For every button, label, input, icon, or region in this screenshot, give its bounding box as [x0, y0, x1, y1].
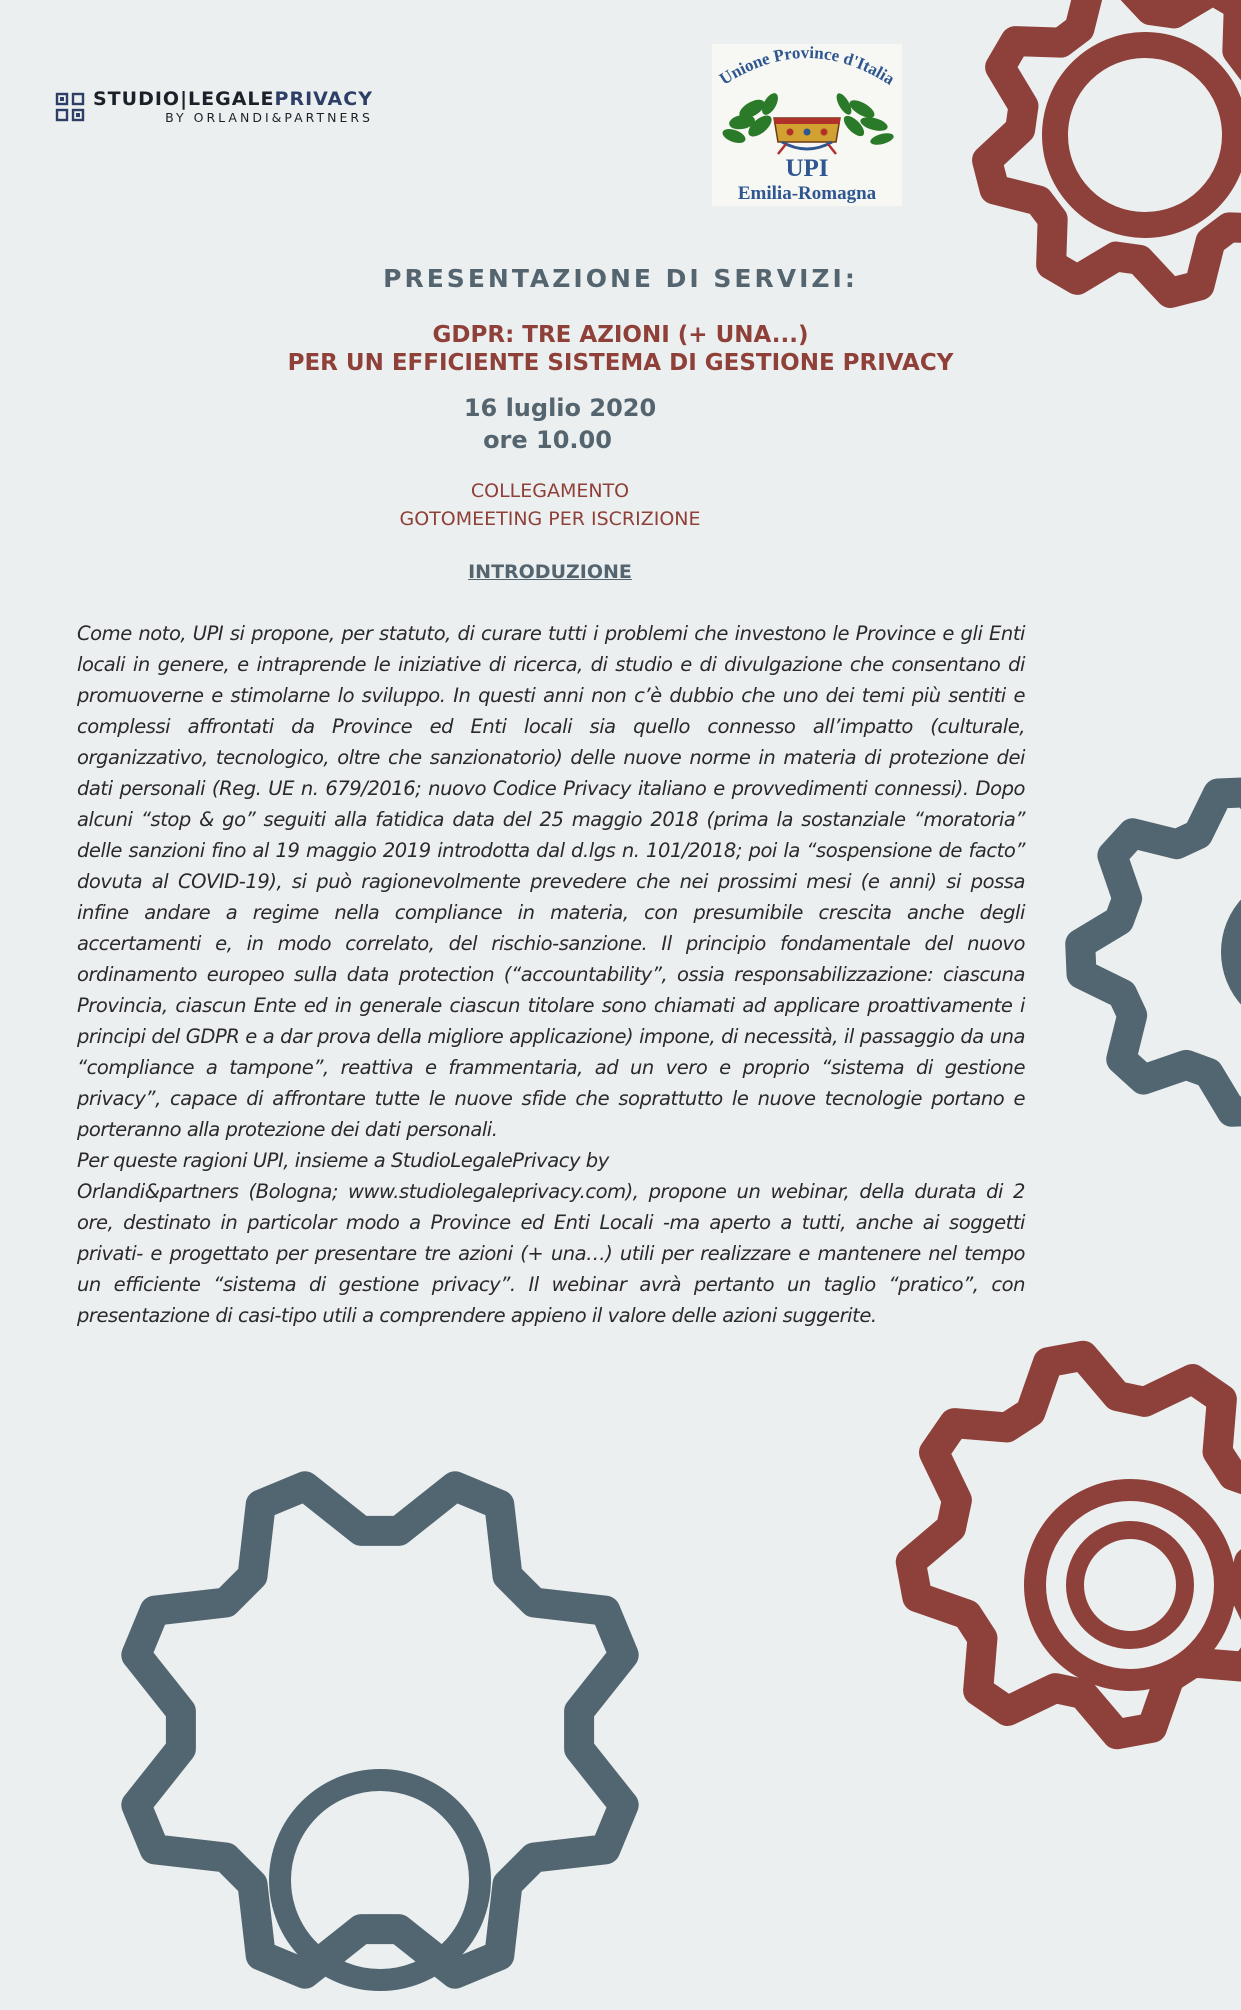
brand-name-part-3: PRIVACY: [274, 88, 373, 110]
upi-emblem-icon: [712, 44, 902, 206]
intro-paragraph-2-first-line: Per queste ragioni UPI, insieme a StudioLegalePrivacy by: [77, 1149, 609, 1172]
event-date: 16 luglio 2020: [463, 394, 657, 422]
brand-name-separator: |: [180, 88, 189, 110]
registration-link-line-2[interactable]: GOTOMEETING PER ISCRIZIONE: [399, 508, 701, 530]
brand-name: [93, 90, 373, 109]
gear-mid-right-shape: [1060, 762, 1241, 1142]
brand-subtitle: BY ORLANDI&PARTNERS: [165, 110, 373, 125]
event-title-line-1: GDPR: TRE AZIONI (+ UNA...): [432, 322, 809, 348]
brand-squares-icon: [55, 92, 85, 122]
studiolegaleprivacy-logo: [55, 90, 373, 125]
event-title-line-2: PER UN EFFICIENTE SISTEMA DI GESTIONE PRIVACY: [287, 350, 954, 376]
gear-inner-ring: [1035, 1490, 1225, 1680]
intro-body: [77, 618, 1025, 1331]
gear-mid-right-icon: [1060, 762, 1241, 1142]
gear-bottom-right-icon: [890, 1335, 1241, 1755]
intro-paragraph-2: Orlandi&partners (Bologna; www.studiolegaleprivacy.com), propone un webinar, della durata di 2 ore, destinato in particolar modo a Province ed Enti Locali -ma aperto a tutti, anche ai soggetti privati- e progettato per presentare tre azioni (+ una…) utili per realizzare e mantenere nel tempo un efficiente “sistema di gestione privacy”. Il webinar avrà pertanto un taglio “pratico”, con presentazione di casi-tipo utili a comprendere appieno il valore delle azioni suggerite.: [77, 1180, 1025, 1327]
intro-heading: INTRODUZIONE: [468, 561, 632, 583]
brand-name-part-2: LEGALE: [188, 88, 275, 110]
svg-text:Unione Province d'Italia: [716, 44, 898, 89]
gear-inner-ring: [1055, 45, 1235, 225]
gear-teeth-ring: [1060, 762, 1241, 1142]
gear-teeth-ring: [890, 1335, 1241, 1755]
gear-inner-ring: [280, 1780, 480, 1980]
intro-paragraph-1: Come noto, UPI si propone, per statuto, di curare tutti i problemi che investono le Province e gli Enti locali in genere, e intraprende le iniziative di ricerca, di studio e di divulgazione che consentano di promuoverne e stimolarne lo sviluppo. In questi anni non c’è dubbio che uno dei temi più sentiti e complessi affrontati da Province ed Enti locali sia quello connesso all’impatto (culturale, organizzativo, tecnologico, oltre che sanzionatorio) delle nuove norme in materia di protezione dei dati personali (Reg. UE n. 679/2016; nuovo Codice Privacy italiano e provvedimenti connessi). Dopo alcuni “stop & go” seguiti alla fatidica data del 25 maggio 2018 (prima la sostanziale “moratoria” delle sanzioni fino al 19 maggio 2019 introdotta dal d.lgs n. 101/2018; poi la “sospensione de facto” dovuta al COVID-19), si può ragionevolmente prevedere che nei prossimi mesi (e anni) si possa infine andare a regime nella compliance in materia, con presumibile crescita anche degli accertamenti e, in modo correlato, del rischio-sanzione. Il principio fondamentale del nuovo ordinamento europeo sulla data protection (“accountability”, ossia responsabilizzazione: ciascuna Provincia, ciascun Ente ed in generale ciascun titolare sono chiamati ad applicare proattivamente i principi del GDPR e a dar prova della migliore applicazione) impone, di necessità, il passaggio da una “compliance a tampone”, reattiva e frammentaria, ad un vero e proprio “sistema di gestione privacy”, capace di affrontare tutte le nuove sfide che soprattutto le nuove tecnologie portano e porteranno alla protezione dei dati personali.: [77, 622, 1025, 1141]
services-title: PRESENTAZIONE DI SERVIZI:: [383, 264, 858, 293]
upi-acronym: UPI: [785, 155, 829, 182]
brand-name-part-1: STUDIO: [93, 88, 181, 110]
upi-region: Emilia-Romagna: [737, 183, 877, 204]
event-time: ore 10.00: [483, 426, 612, 454]
upi-arc-text: Unione Province d'Italia: [716, 44, 899, 89]
gear-bottom-right-shape: [890, 1335, 1241, 1755]
registration-link-line-1[interactable]: COLLEGAMENTO: [470, 480, 630, 502]
gear-bottom-left-shape: [100, 1450, 660, 2010]
gear-bottom-left-icon: [100, 1450, 660, 2010]
upi-emilia-romagna-logo: [712, 44, 902, 206]
gear-core-ring: [1075, 1530, 1185, 1640]
gear-inner-ring: [1232, 884, 1241, 1020]
gear-teeth-ring: [136, 1486, 623, 1973]
